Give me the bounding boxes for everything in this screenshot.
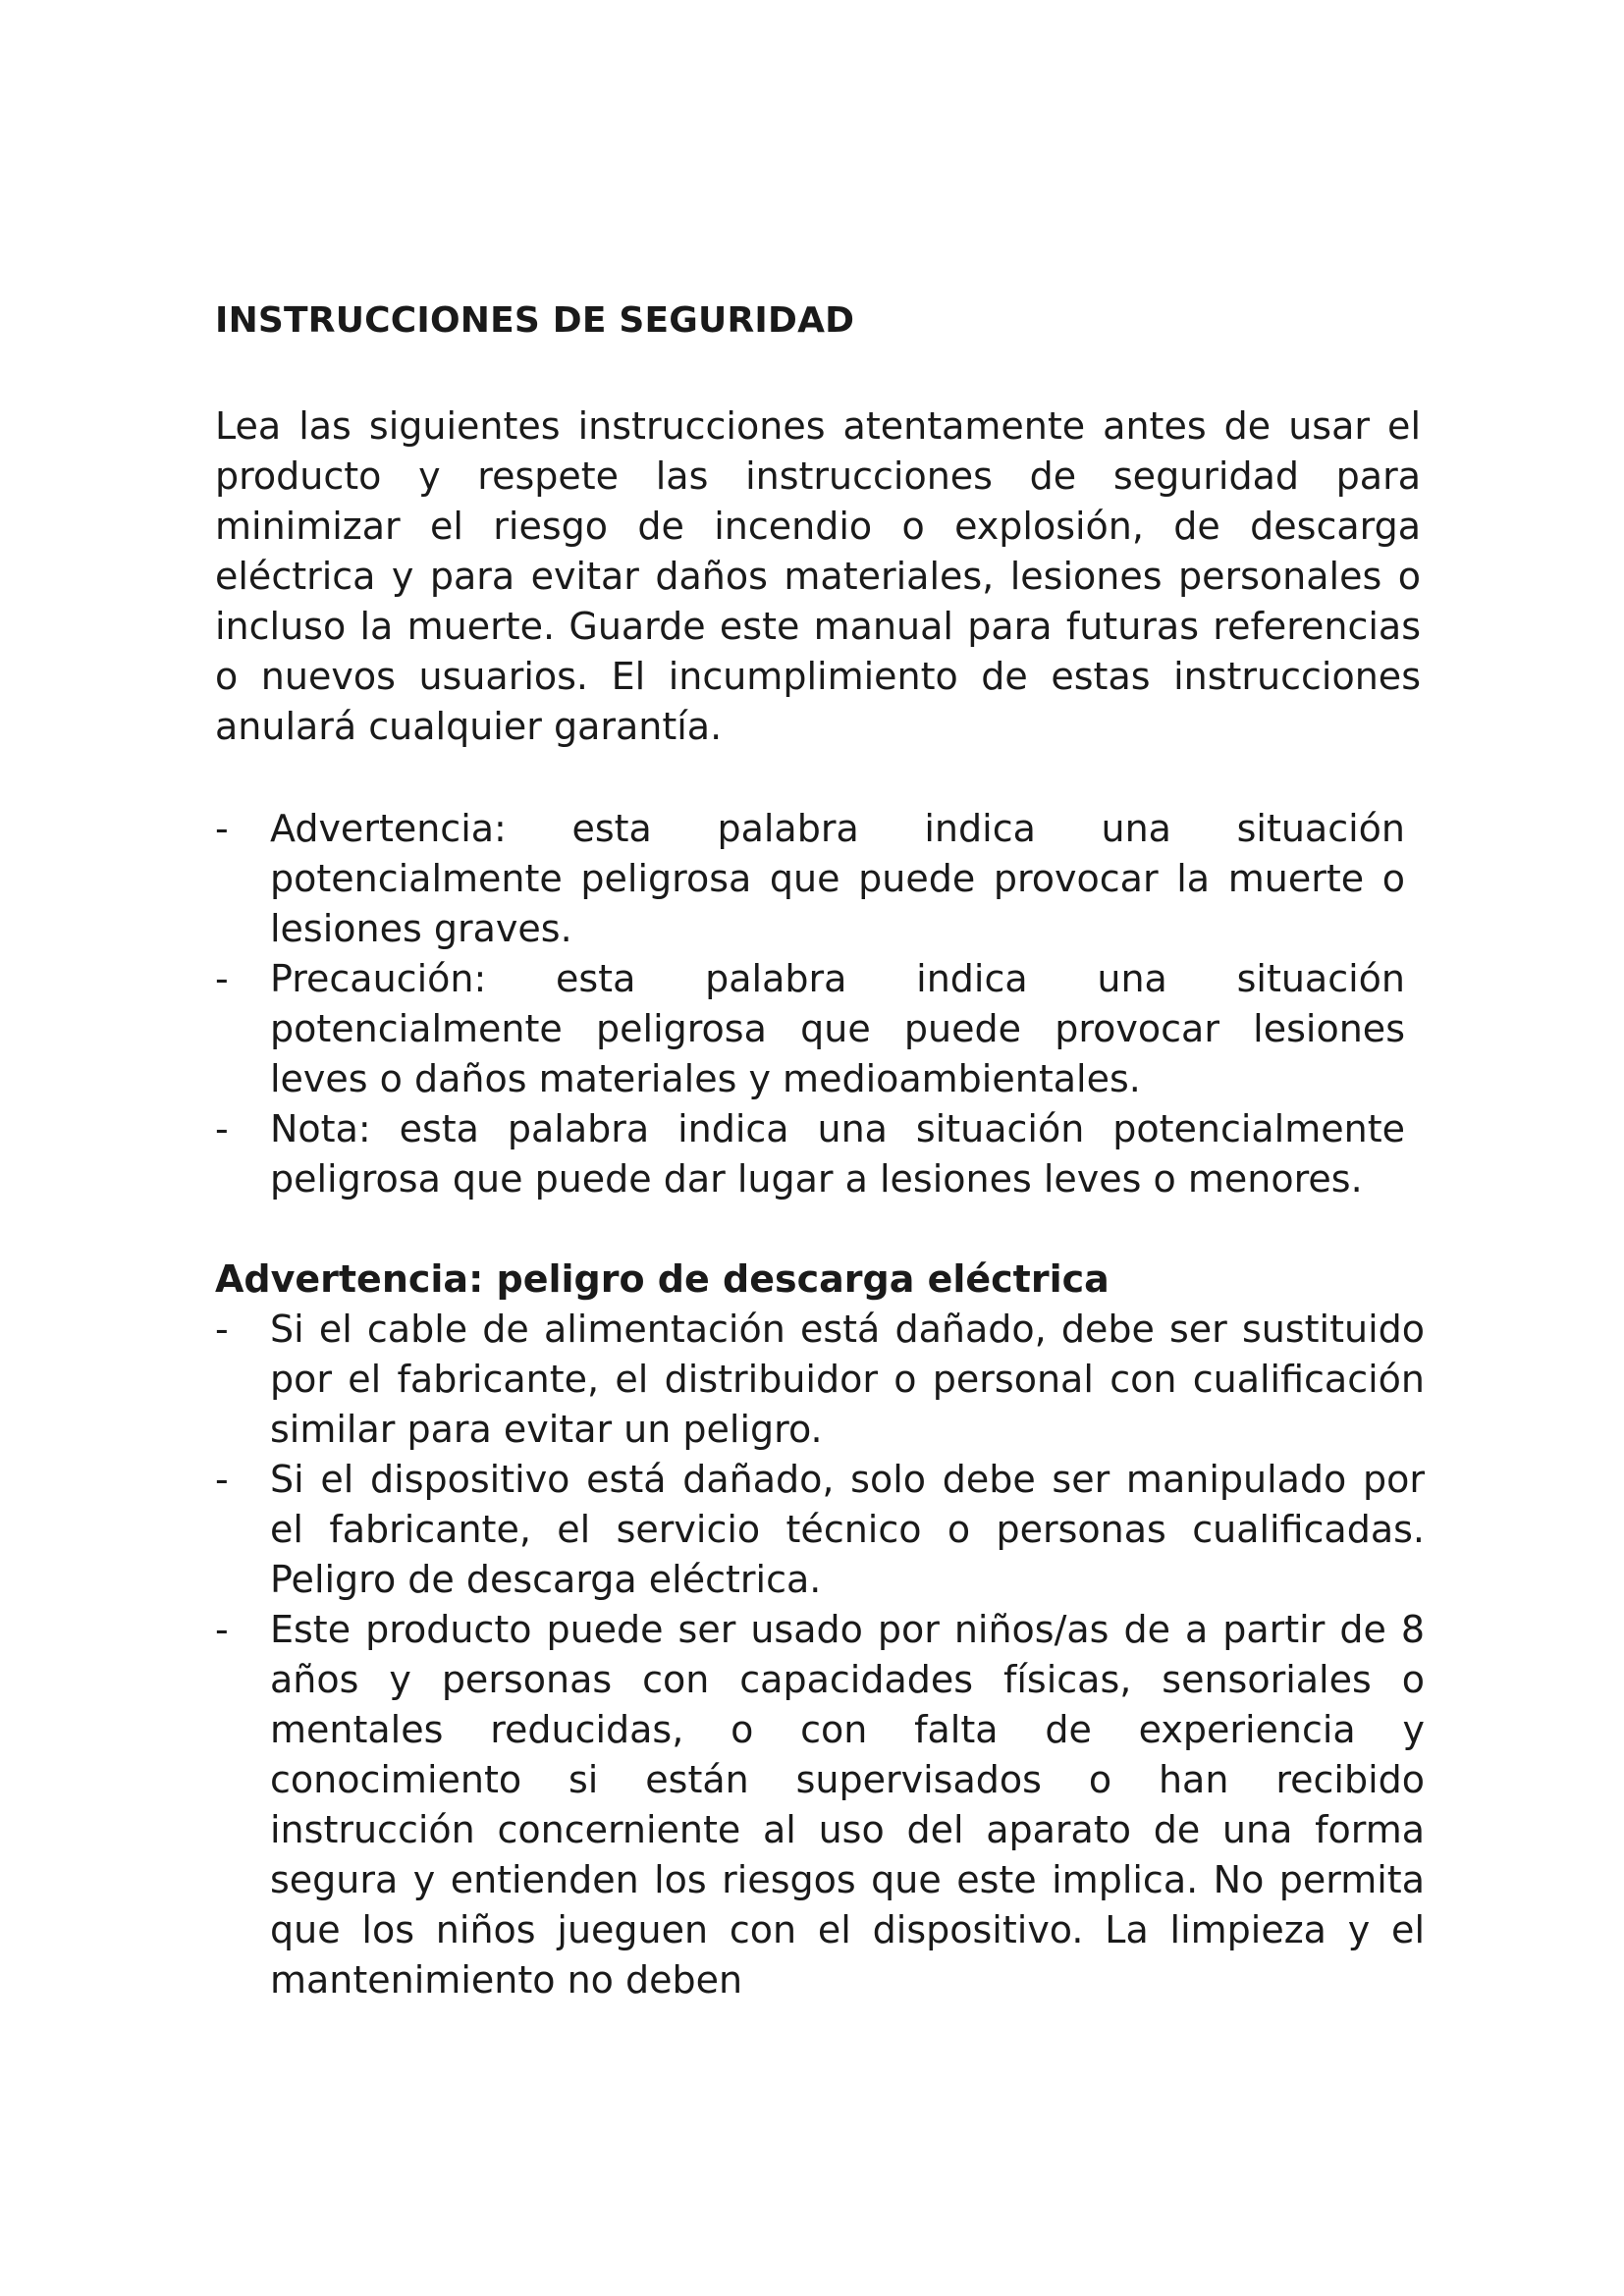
definition-text: Nota: esta palabra indica una situación potencialmente peligrosa que puede dar lugar a lesiones leves o menores.	[270, 1107, 1405, 1201]
list-item	[215, 804, 1405, 954]
page-title: INSTRUCCIONES DE SEGURIDAD	[215, 300, 855, 341]
bullet-dash: -	[215, 957, 229, 1000]
bullet-dash: -	[215, 1308, 229, 1351]
bullet-dash: -	[215, 807, 229, 850]
warning-text: Este producto puede ser usado por niños/as de a partir de 8 años y personas con capacidades físicas, sensoriales o mentales reducidas, o con falta de experiencia y conocimiento si están supervisados o han recibido instrucción concerniente al uso del aparato de una forma segura y entienden los riesgos que este implica. No permita que los niños jueguen con el dispositivo. La limpieza y el mantenimiento no deben	[270, 1608, 1425, 2002]
list-item	[215, 1104, 1405, 1204]
list-item	[215, 1605, 1425, 2005]
bullet-dash: -	[215, 1608, 229, 1651]
warning-text: Si el cable de alimentación está dañado, debe ser sustituido por el fabricante, el distribuidor o personal con cualificación similar para evitar un peligro.	[270, 1308, 1425, 1451]
bullet-dash: -	[215, 1107, 229, 1150]
warning-heading: Advertencia: peligro de descarga eléctrica	[215, 1257, 1110, 1301]
definition-text: Precaución: esta palabra indica una situación potencialmente peligrosa que puede provocar lesiones leves o daños materiales y medioambientales.	[270, 957, 1405, 1100]
warnings-list	[215, 1305, 1425, 2005]
warning-text: Si el dispositivo está dañado, solo debe ser manipulado por el fabricante, el servicio técnico o personas cualificadas. Peligro de descarga eléctrica.	[270, 1458, 1425, 1601]
list-item	[215, 1455, 1425, 1605]
definitions-list	[215, 804, 1405, 1204]
bullet-dash: -	[215, 1458, 229, 1501]
intro-paragraph: Lea las siguientes instrucciones atentamente antes de usar el producto y respete las instrucciones de seguridad para minimizar el riesgo de incendio o explosión, de descarga eléctrica y para evitar daños materiales, lesiones personales o incluso la muerte. Guarde este manual para futuras referencias o nuevos usuarios. El incumplimiento de estas instrucciones anulará cualquier garantía.	[215, 404, 1421, 748]
document-page	[215, 299, 1423, 2005]
definition-text: Advertencia: esta palabra indica una situación potencialmente peligrosa que puede provocar la muerte o lesiones graves.	[270, 807, 1405, 950]
list-item	[215, 1305, 1425, 1455]
list-item	[215, 954, 1405, 1104]
